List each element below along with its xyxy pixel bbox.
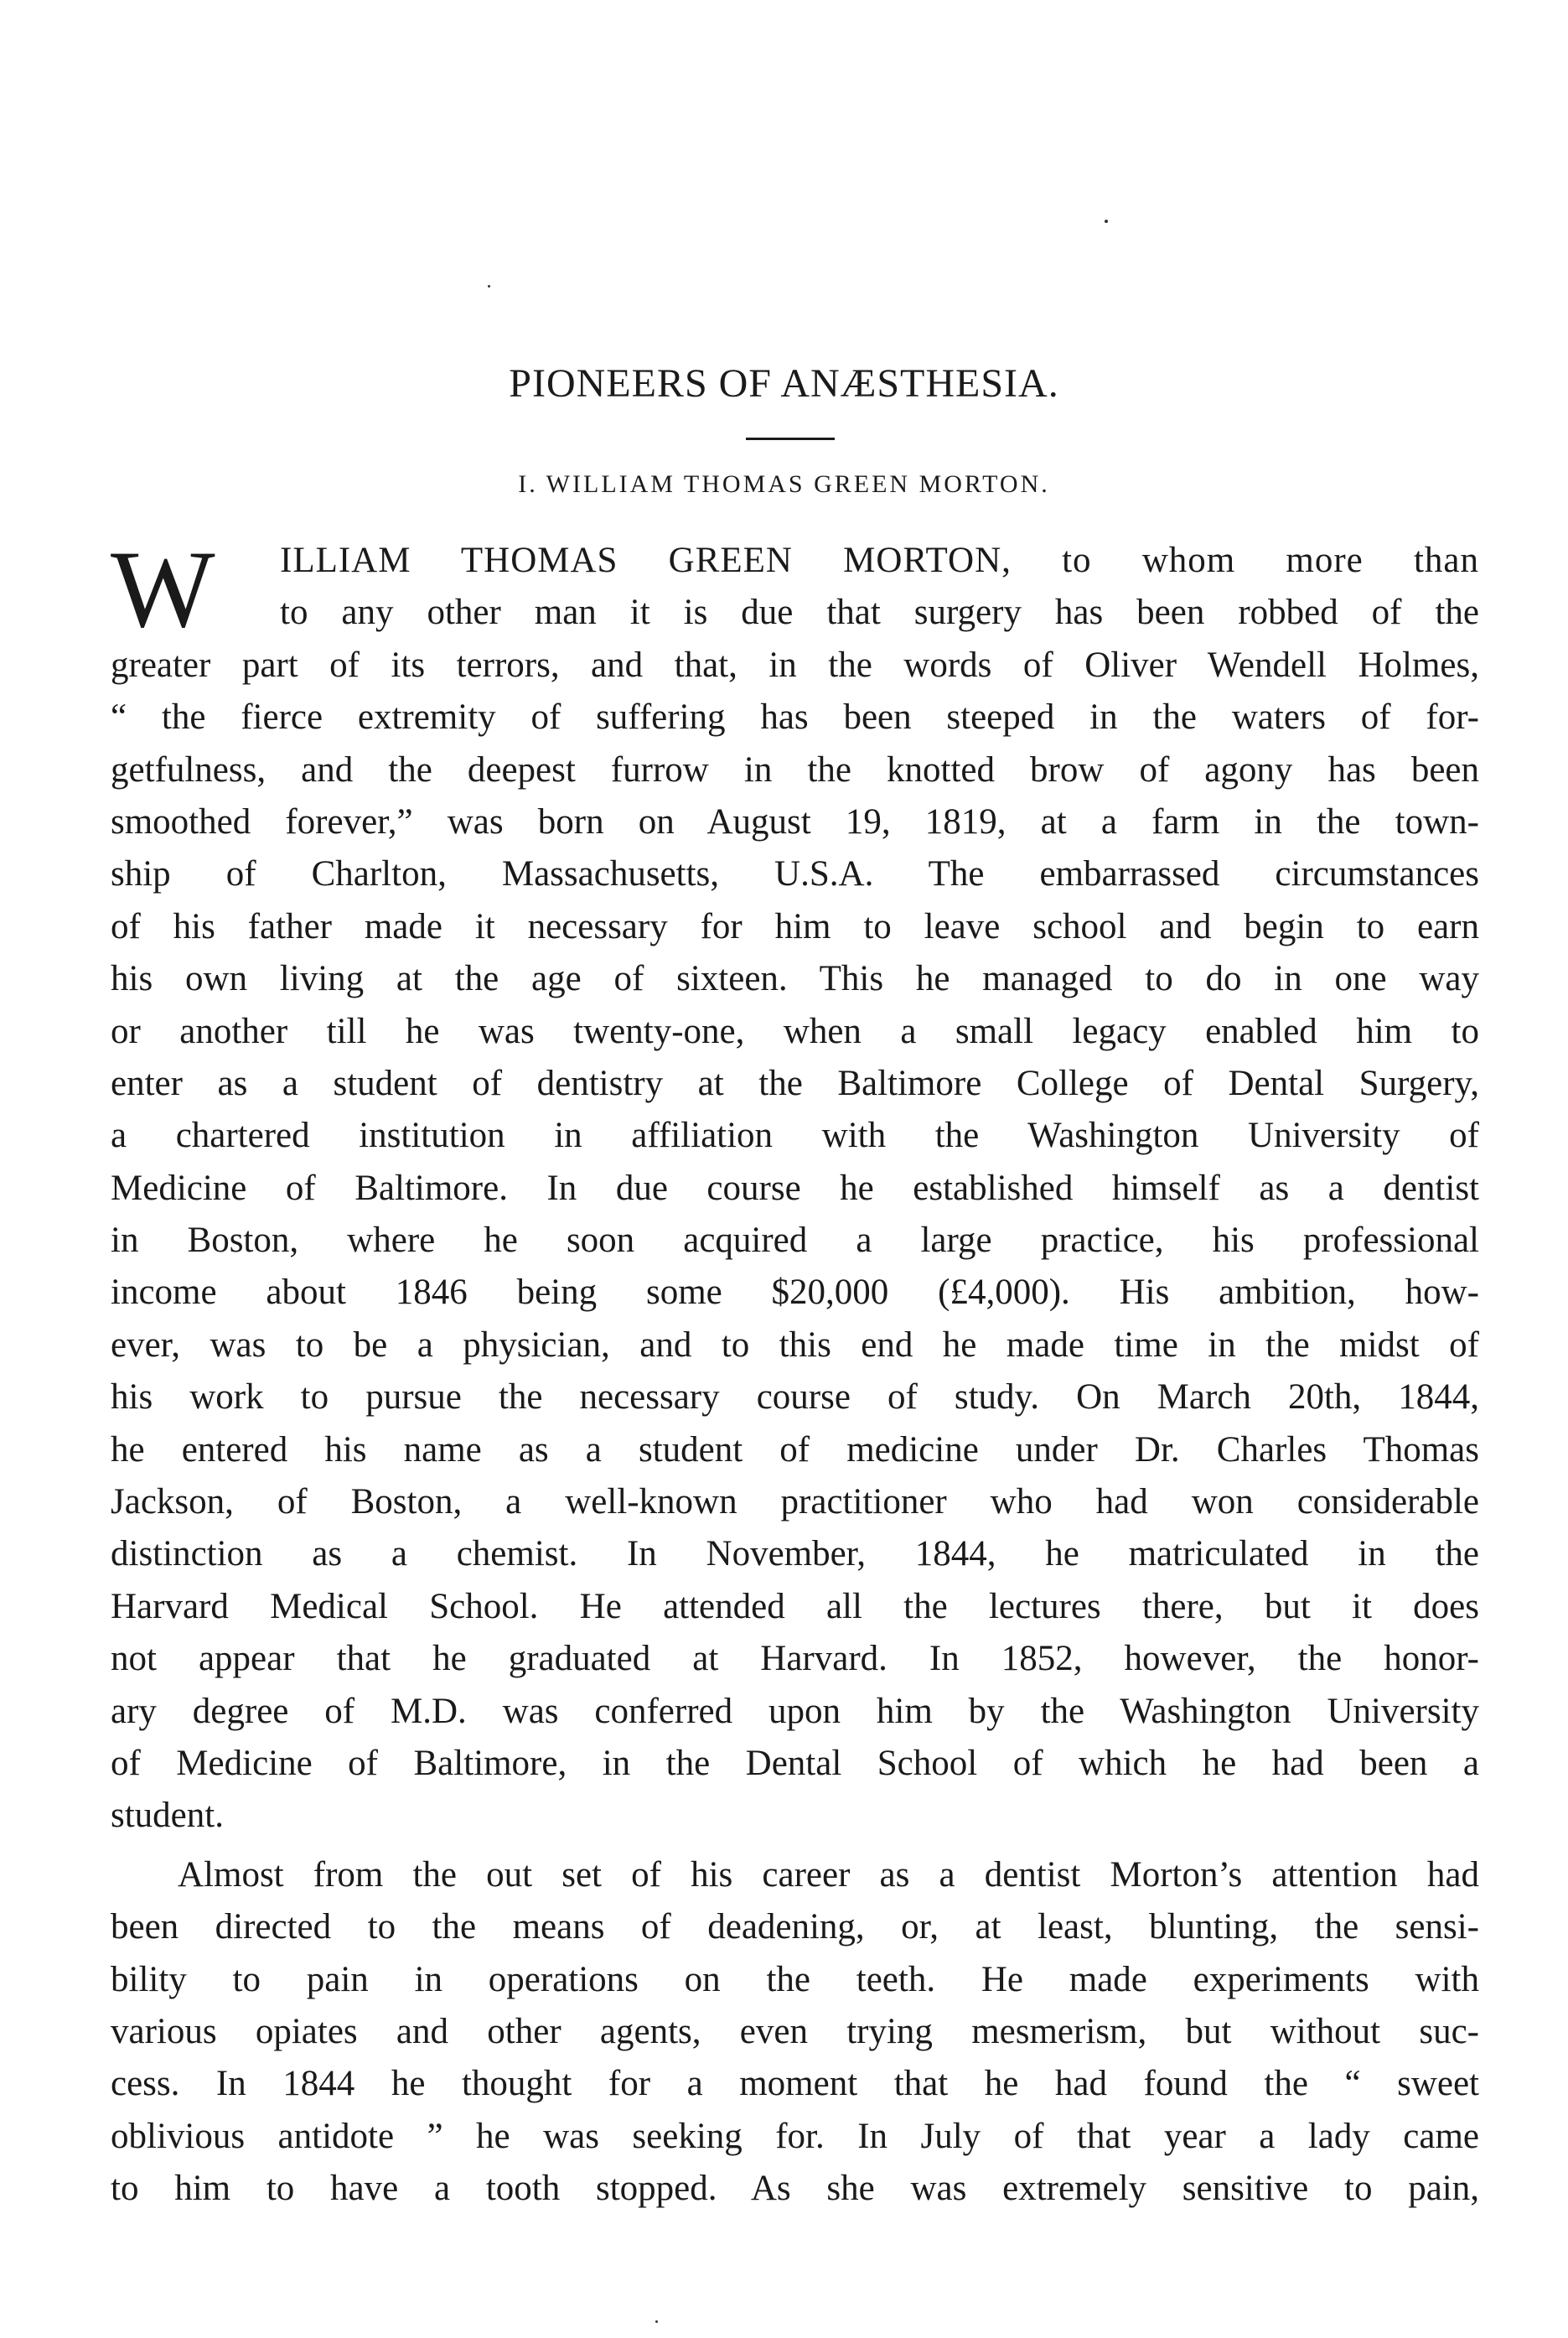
text-line: smoothed forever,” was born on August 19, 1819, at a farm in the town- <box>111 801 1479 842</box>
text-line: distinction as a chemist. In November, 1844, he matriculated in the <box>111 1534 1479 1574</box>
text-line: not appear that he graduated at Harvard. In 1852, however, the honor- <box>111 1639 1479 1679</box>
ink-speck <box>488 285 490 288</box>
text-line: in Boston, where he soon acquired a large practice, his professional <box>111 1221 1479 1261</box>
text-line: of Medicine of Baltimore, in the Dental School of which he had been a <box>111 1743 1479 1783</box>
text-line: ary degree of M.D. was conferred upon him by the Washington University <box>111 1691 1479 1731</box>
paragraph-gap <box>111 1843 1479 1849</box>
section-heading: I. WILLIAM THOMAS GREEN MORTON. <box>518 470 1050 498</box>
page-title: PIONEERS OF ANÆSTHESIA. <box>509 361 1059 406</box>
text-line: he entered his name as a student of medicine under Dr. Charles Thomas <box>111 1429 1479 1470</box>
text-line: been directed to the means of deadening, or, at least, blunting, the sensi- <box>111 1907 1479 1947</box>
text-line: to any other man it is due that surgery has been robbed of the <box>280 593 1479 633</box>
text-line: Medicine of Baltimore. In due course he established himself as a dentist <box>111 1168 1479 1208</box>
text-line: ever, was to be a physician, and to this end he made time in the midst of <box>111 1325 1479 1365</box>
text-line: enter as a student of dentistry at the Baltimore College of Dental Surgery, <box>111 1063 1479 1103</box>
text-line: greater part of its terrors, and that, in the words of Oliver Wendell Holmes, <box>111 645 1479 685</box>
text-line: cess. In 1844 he thought for a moment that he had found the “ sweet <box>111 2064 1479 2104</box>
text-line: or another till he was twenty-one, when a small legacy enabled him to <box>111 1011 1479 1051</box>
text-line: to him to have a tooth stopped. As she was extremely sensitive to pain, <box>111 2169 1479 2209</box>
body-text <box>111 527 1479 2216</box>
text-line: ILLIAM THOMAS GREEN MORTON, to whom more than <box>280 541 1479 580</box>
text-line: income about 1846 being some $20,000 (£4,000). His ambition, how- <box>111 1273 1479 1313</box>
text-line: his work to pursue the necessary course of study. On March 20th, 1844, <box>111 1377 1479 1418</box>
ink-speck <box>1105 220 1108 223</box>
title-rule <box>746 438 835 440</box>
ink-speck <box>655 2320 658 2323</box>
text-line: Almost from the out set of his career as a dentist Morton’s attention had <box>178 1854 1479 1895</box>
drop-cap: W <box>111 527 215 651</box>
text-line: Jackson, of Boston, a well-known practitioner who had won considerable <box>111 1482 1479 1522</box>
text-line: ship of Charlton, Massachusetts, U.S.A. The embarrassed circumstances <box>111 854 1479 894</box>
text-line: of his father made it necessary for him to leave school and begin to earn <box>111 906 1479 946</box>
text-line: getfulness, and the deepest furrow in the knotted brow of agony has been <box>111 749 1479 790</box>
text-line: a chartered institution in affiliation with the Washington University of <box>111 1116 1479 1156</box>
text-line: bility to pain in operations on the teeth. He made experiments with <box>111 1959 1479 1999</box>
text-line: his own living at the age of sixteen. This he managed to do in one way <box>111 959 1479 999</box>
text-line: various opiates and other agents, even trying mesmerism, but without suc- <box>111 2011 1479 2051</box>
text-line: oblivious antidote ” he was seeking for. In July of that year a lady came <box>111 2116 1479 2156</box>
text-line: student. <box>111 1796 224 1836</box>
text-line: Harvard Medical School. He attended all the lectures there, but it does <box>111 1586 1479 1626</box>
text-line: “ the fierce extremity of suffering has been steeped in the waters of for- <box>111 697 1479 738</box>
